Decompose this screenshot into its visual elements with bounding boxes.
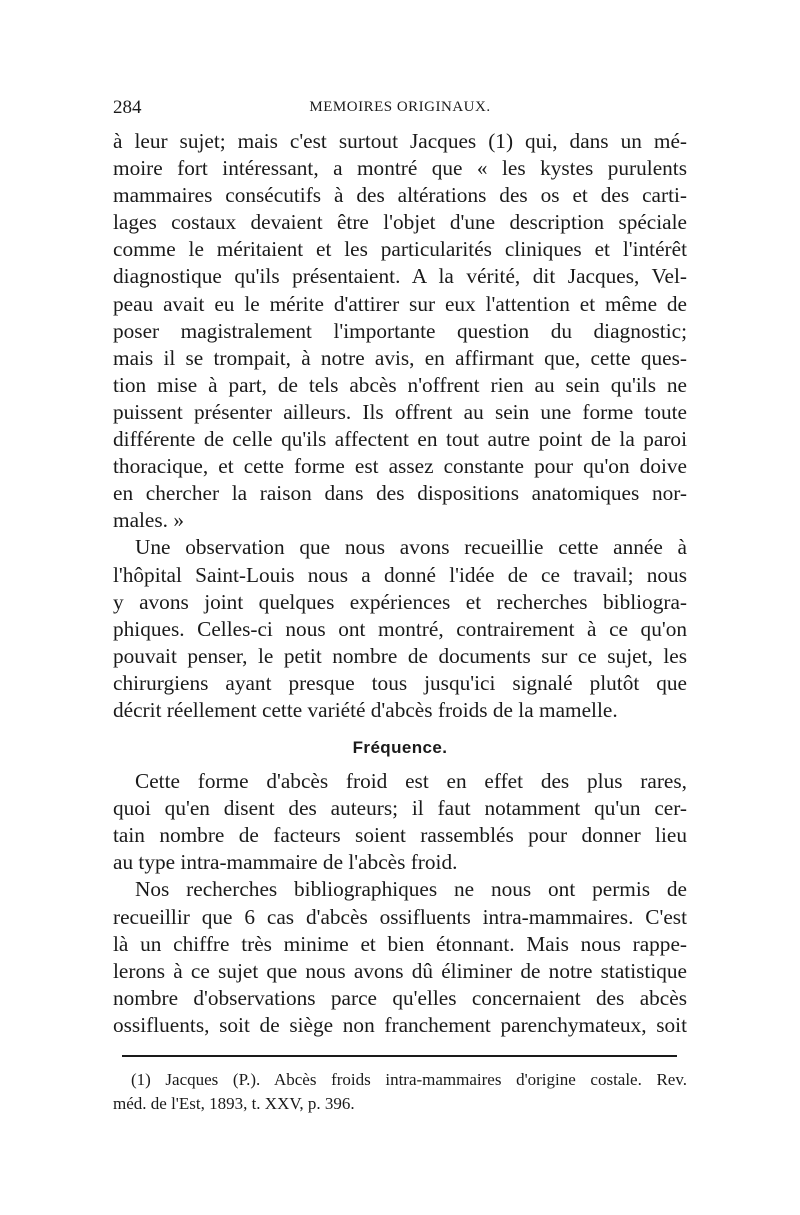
text-line: l'hôpital Saint-Louis nous a donné l'idée de ce travail; nous (113, 562, 687, 587)
text-line: au type intra-mammaire de l'abcès froid. (113, 850, 458, 875)
paragraph-observation (113, 534, 687, 724)
text-line: Nos recherches bibliographiques ne nous ont permis de (135, 877, 687, 902)
running-title: MEMOIRES ORIGINAUX. (309, 99, 491, 115)
text-line: comme le méritaient et les particularités cliniques et l'intérêt (113, 237, 687, 262)
text-line: mais il se trompait, à notre avis, en affirmant que, cette ques- (113, 345, 687, 370)
text-line: moire fort intéressant, a montré que « les kystes purulents (113, 156, 687, 181)
text-line: lages costaux devaient être l'objet d'une description spéciale (113, 210, 687, 235)
text-line: différente de celle qu'ils affectent en tout autre point de la paroi (113, 427, 687, 452)
text-line: tain nombre de facteurs soient rassemblés pour donner lieu (113, 823, 687, 848)
footnote-divider (122, 1055, 677, 1057)
paragraph-continued (113, 128, 687, 534)
text-line: mammaires consécutifs à des altérations des os et des carti- (113, 183, 687, 208)
text-line: recueillir que 6 cas d'abcès ossifluents intra-mammaires. C'est (113, 904, 687, 929)
paragraph-research (113, 876, 687, 1039)
text-line: phiques. Celles-ci nous ont montré, contrairement à ce qu'on (113, 616, 687, 641)
running-head (113, 97, 687, 119)
text-line: diagnostique qu'ils présentaient. A la vérité, dit Jacques, Vel- (113, 264, 687, 289)
body-text (113, 128, 687, 1039)
text-line: pouvait penser, le petit nombre de documents sur ce sujet, les (113, 643, 687, 668)
page-number: 284 (113, 97, 142, 118)
text-line: puissent présenter ailleurs. Ils offrent au sein une forme toute (113, 399, 687, 424)
footnote-line: méd. de l'Est, 1893, t. XXV, p. 396. (113, 1094, 355, 1113)
text-line: thoracique, et cette forme est assez constante pour qu'on doive (113, 454, 687, 479)
text-line: chirurgiens ayant presque tous jusqu'ici signalé plutôt que (113, 670, 687, 695)
text-line: lerons à ce sujet que nous avons dû éliminer de notre statistique (113, 958, 687, 983)
text-line: peau avait eu le mérite d'attirer sur eux l'attention et même de (113, 291, 687, 316)
section-heading: Fréquence. (352, 738, 448, 758)
text-line: là un chiffre très minime et bien étonnant. Mais nous rappe- (113, 931, 687, 956)
text-line: poser magistralement l'importante question du diagnostic; (113, 318, 687, 343)
paragraph-frequency (113, 768, 687, 876)
footnote-line: (1) Jacques (P.). Abcès froids intra-mammaires d'origine costale. Rev. (131, 1070, 687, 1089)
text-line: nombre d'observations parce qu'elles concernaient des abcès (113, 985, 687, 1010)
text-line: quoi qu'en disent des auteurs; il faut notamment qu'un cer- (113, 796, 687, 821)
text-line: males. » (113, 508, 184, 533)
text-line: en chercher la raison dans des dispositions anatomiques nor- (113, 481, 687, 506)
text-line: ossifluents, soit de siège non franchement parenchymateux, soit (113, 1012, 687, 1037)
text-line: Cette forme d'abcès froid est en effet des plus rares, (135, 769, 687, 794)
footnote (113, 1068, 687, 1116)
text-line: décrit réellement cette variété d'abcès froids de la mamelle. (113, 697, 618, 722)
text-line: à leur sujet; mais c'est surtout Jacques (1) qui, dans un mé- (113, 129, 687, 153)
text-line: y avons joint quelques expériences et recherches bibliogra- (113, 589, 687, 614)
text-line: Une observation que nous avons recueillie cette année à (135, 535, 687, 560)
text-line: tion mise à part, de tels abcès n'offrent rien au sein qu'ils ne (113, 372, 687, 397)
